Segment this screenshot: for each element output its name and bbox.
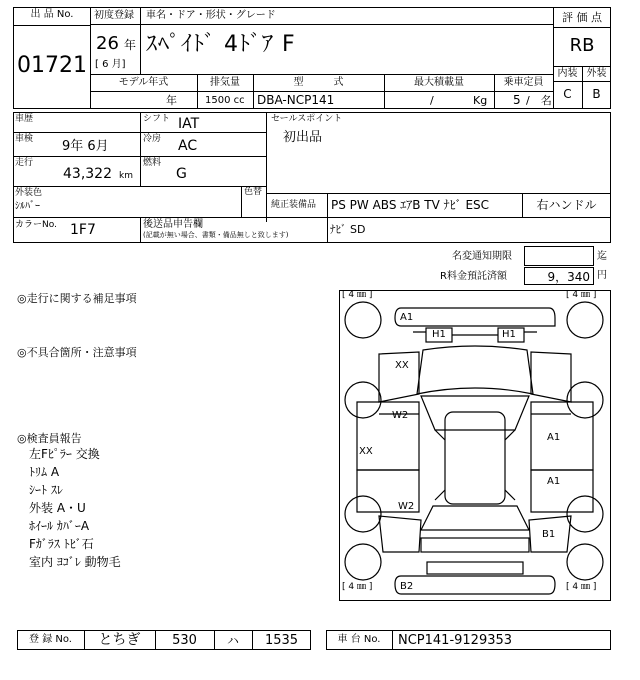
inspector-label: ◎検査員報告 xyxy=(17,432,82,445)
recycle-unit: 円 xyxy=(597,270,607,281)
car-diagram xyxy=(339,290,611,601)
equipment-value: PS PW ABS ｴｱB TV ﾅﾋﾞ ESC xyxy=(331,198,490,212)
wheel-front-right xyxy=(567,302,603,338)
max-load-label: 最大積載量 xyxy=(414,77,464,88)
color-no-label: カラーNo. xyxy=(15,220,57,230)
damage-mark: W2 xyxy=(392,410,409,421)
damage-mark: H1 xyxy=(432,329,446,340)
displacement-value: 1500 cc xyxy=(205,95,245,106)
handle-value: 右ハンドル xyxy=(536,198,597,212)
shift-label: シフト xyxy=(143,114,171,124)
damage-mark: XX xyxy=(395,360,409,371)
interior-grade: C xyxy=(563,87,572,101)
sales-point-value: 初出品 xyxy=(283,130,323,145)
driving-notes-label: ◎走行に関する補足事項 xyxy=(17,292,137,305)
recycle-box: 9，340 xyxy=(524,267,594,285)
capacity-label: 乗車定員 xyxy=(503,77,544,88)
max-load-value: / xyxy=(430,94,434,107)
fuel-label: 燃料 xyxy=(143,158,162,168)
reg-year-label: 初度登録 xyxy=(94,10,134,21)
color-no-value: 1F7 xyxy=(70,222,96,238)
plate-region: とちぎ xyxy=(98,632,141,648)
roof xyxy=(445,412,505,504)
model-year-unit: 年 xyxy=(166,94,177,107)
type-label: 型 式 xyxy=(293,77,344,88)
shift-value: IAT xyxy=(178,116,200,132)
reg-year: 26 xyxy=(96,33,119,54)
ext-color-value: ｼﾙﾊﾞｰ xyxy=(15,201,40,212)
history-label: 車歴 xyxy=(15,114,34,124)
max-load-unit: Kg xyxy=(473,94,488,107)
plate-number: 1535 xyxy=(264,633,299,648)
aftermarket-label: 後送品申告欄 xyxy=(143,219,203,230)
damage-mark: W2 xyxy=(398,501,415,512)
ac-label: 冷房 xyxy=(143,134,162,144)
damage-mark: A1 xyxy=(547,432,561,443)
interior-label: 内装 xyxy=(557,68,578,79)
exterior-label: 外装 xyxy=(586,68,607,79)
plate-class: 530 xyxy=(172,633,197,648)
chassis-value: NCP141-9129353 xyxy=(398,633,513,648)
reg-month: [ 6 月] xyxy=(95,59,126,70)
recycle-label: R料金預託済額 xyxy=(440,271,507,282)
damage-mark: A1 xyxy=(400,312,414,323)
tire-depth-front-left: [ 4 ㎜ ] xyxy=(342,290,373,300)
front-bumper xyxy=(395,308,555,326)
car-desc-label: 車名・ドア・形状・グレード xyxy=(146,10,276,21)
eval-score: RB xyxy=(569,35,595,56)
inspector-item: 外装 A・U xyxy=(29,501,86,515)
equipment-label: 純正装備品 xyxy=(271,200,317,210)
color-change-label: 色替 xyxy=(244,187,263,197)
lot-label: 出 品 No. xyxy=(30,9,74,20)
windshield xyxy=(421,396,529,430)
plate-kana: ハ xyxy=(226,634,239,648)
tire-depth-rear-left: [ 4 ㎜ ] xyxy=(342,582,373,592)
lot-number: 01721 xyxy=(17,53,87,78)
type-value: DBA-NCP141 xyxy=(257,93,335,107)
fuel-value: G xyxy=(176,166,187,182)
car-name: ｽﾍﾟｲﾄﾞ 4ﾄﾞｱ F xyxy=(146,32,296,57)
name-change-unit: 迄 xyxy=(597,251,607,262)
eval-label: 評 価 点 xyxy=(562,11,602,24)
ext-color-label: 外装色 xyxy=(15,188,43,198)
inspector-item: ﾄﾘﾑ A xyxy=(29,465,60,479)
displacement-label: 排気量 xyxy=(210,77,240,88)
inspector-item: 左Fﾋﾟﾗｰ 交換 xyxy=(29,447,100,461)
ac-value: AC xyxy=(178,138,198,154)
inspector-item: ｼｰﾄ ｽﾚ xyxy=(29,483,63,497)
damage-mark: B1 xyxy=(542,529,556,540)
exterior-grade: B xyxy=(592,87,601,101)
reg-year-unit: 年 xyxy=(124,38,137,52)
wheel-rear-left xyxy=(345,544,381,580)
name-change-label: 名変通知期限 xyxy=(452,251,512,262)
wheel-front-left xyxy=(345,302,381,338)
inspector-item: 室内 ﾖｺﾞﾚ 動物毛 xyxy=(29,555,121,569)
aftermarket-note: (記載が無い場合、書類・備品無しと致します) xyxy=(143,231,289,239)
damage-mark: XX xyxy=(359,446,373,457)
tire-depth-rear-right: [ 4 ㎜ ] xyxy=(566,582,597,592)
rear-window xyxy=(421,506,529,530)
mileage-label: 走行 xyxy=(15,158,34,168)
mileage-value: 43,322 xyxy=(63,166,112,182)
rear-bumper xyxy=(395,576,555,594)
capacity-unit: / 名 xyxy=(526,94,552,107)
sales-point-label: セールスポイント xyxy=(271,114,343,124)
defects-label: ◎不具合箇所・注意事項 xyxy=(17,346,137,359)
inspection-value: 9年 6月 xyxy=(62,139,109,154)
inspection-label: 車検 xyxy=(15,134,34,144)
inspector-item: Fｶﾞﾗｽ ﾄﾋﾞ石 xyxy=(29,537,94,551)
chassis-label: 車 台 No. xyxy=(337,634,381,645)
tire-depth-front-right: [ 4 ㎜ ] xyxy=(566,290,597,300)
reg-no-label: 登 録 No. xyxy=(29,634,72,645)
damage-mark: H1 xyxy=(502,329,516,340)
model-year-label: モデル年式 xyxy=(118,77,169,88)
capacity-value: 5 xyxy=(513,93,521,107)
name-change-box xyxy=(524,246,594,266)
damage-mark: B2 xyxy=(400,581,414,592)
aftermarket-value: ﾅﾋﾞ SD xyxy=(330,223,366,236)
inspector-item: ﾎｲｰﾙ ｶﾊﾞｰA xyxy=(29,519,90,533)
damage-mark: A1 xyxy=(547,476,561,487)
wheel-rear-right xyxy=(567,544,603,580)
mileage-unit: km xyxy=(119,171,133,181)
